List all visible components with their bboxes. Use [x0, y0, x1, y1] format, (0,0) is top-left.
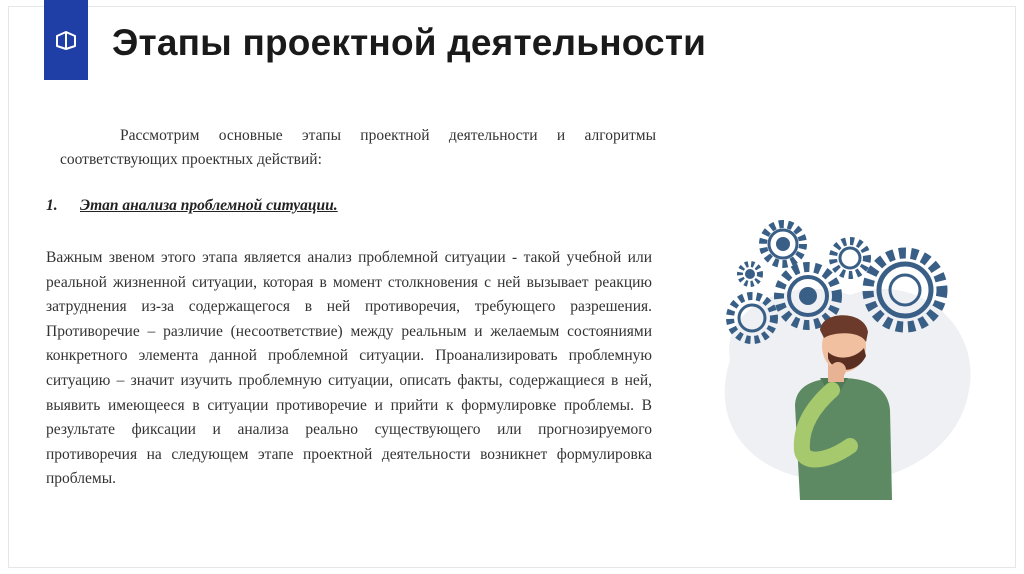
section-heading-text: Этап анализа проблемной ситуации.: [80, 197, 338, 214]
body-paragraph: Важным звеном этого этапа является анализ проблемной ситуации - такой учебной или реальной жизненной ситуации, которая в момент столкновения с ней вызывает реакцию затруднения из-за содержащегося в ней противоречия, требующего разрешения. Противоречие – различие (несоответствие) между реальным и желаемым состояниями конкретного элемента данной проблемной ситуации. Проанализировать проблемную ситуацию – значит изучить проблемную ситуации, описать факты, содержащиеся в ней, выявить имеющееся в ситуации противоречие и прийти к формулировке проблемы. В результате фиксации и анализа реально существующего или прогнозируемого противоречия на следующем этапе проектной деятельности возникнет формулировка проблемы.: [46, 249, 652, 488]
intro-paragraph: Рассмотрим основные этапы проектной деятельности и алгоритмы соответствующих проектных действий:: [60, 127, 656, 168]
open-book-icon: [53, 27, 79, 53]
slide-title: Этапы проектной деятельности: [112, 22, 707, 63]
gear-icon: [833, 241, 867, 275]
title-badge: [44, 0, 88, 80]
section-heading: [46, 197, 338, 215]
thinking-man-with-gears-illustration: [700, 210, 980, 500]
section-number: 1.: [46, 197, 58, 214]
